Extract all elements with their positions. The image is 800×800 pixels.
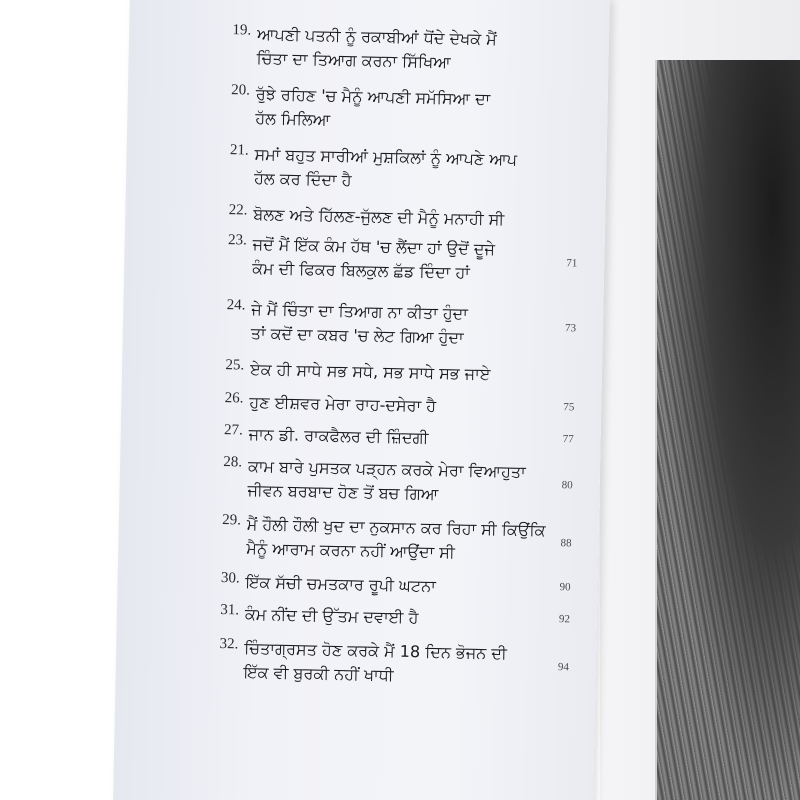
- toc-entry: [124, 295, 604, 348]
- toc-entry-title: [251, 298, 572, 353]
- toc-entry: [122, 388, 602, 416]
- toc-entry: [129, 20, 609, 72]
- toc-entry-number: 28.: [223, 454, 243, 471]
- toc-entry-title: [245, 571, 565, 602]
- toc-entry-title-line: ਚਿੰਤਾ ਦਾ ਤਿਆਗ ਕਰਨਾ ਸਿੱਖਿਆ: [256, 48, 451, 72]
- toc-entry-title-line: ਮੈਂ ਹੌਲੀ ਹੌਲੀ ਖੁਦ ਦਾ ਨੁਕਸਾਨ ਕਰ ਰਿਹਾ ਸੀ ਕਿਉਂਕਿ: [246, 514, 546, 540]
- toc-entry-title: [249, 391, 569, 422]
- toc-entry-number: 26.: [224, 390, 244, 407]
- toc-entry-title-line: ਚਿੰਤਾਗ੍ਰਸਤ ਹੋਣ ਕਰਕੇ ਮੈਂ 18 ਦਿਨ ਭੋਜਨ ਦੀ: [244, 638, 507, 664]
- toc-entry-title-line: ਜੇ ਮੈਂ ਚਿੰਤਾ ਦਾ ਤਿਆਗ ਨਾ ਕੀਤਾ ਹੁੰਦਾ: [251, 299, 469, 324]
- toc-entry: [117, 634, 597, 685]
- toc-entry: [121, 420, 601, 448]
- toc-entry-number: 20.: [231, 82, 251, 99]
- toc-entry-title-line: ਕਾਮ ਬਾਰੇ ਪੁਸਤਕ ਪੜ੍ਹਨ ਕਰਕੇ ਮੇਰਾ ਵਿਆਹੁਤਾ: [247, 456, 526, 482]
- toc-entry: [127, 140, 607, 190]
- table-of-contents-page: [113, 0, 610, 800]
- toc-entry-title: [255, 83, 576, 138]
- toc-entry-number: 21.: [229, 142, 249, 159]
- toc-entry-title-line: ਸਮਾਂ ਬਹੁਤ ਸਾਰੀਆਂ ਮੁਸ਼ਕਿਲਾਂ ਨੂੰ ਆਪਣੇ ਆਪ: [254, 144, 518, 170]
- toc-entry: [126, 200, 606, 229]
- toc-entry: [120, 452, 600, 504]
- toc-entry-page-number: 92: [558, 613, 571, 626]
- toc-entry-page-number: 94: [557, 661, 570, 674]
- toc-entry-title-line: ਜਦੋਂ ਮੈਂ ਇੱਕ ਕੰਮ ਹੱਥ 'ਚ ਲੈਂਦਾ ਹਾਂ ਉਦੋਂ ਦੂਜੇ: [252, 234, 496, 259]
- toc-entry-page-number: 75: [563, 401, 575, 414]
- toc-entry-title: [245, 603, 565, 634]
- toc-entry-title: [252, 233, 573, 288]
- toc-entry-page-number: 80: [561, 479, 573, 492]
- toc-entry-number: 30.: [220, 570, 240, 587]
- toc-entry-title-line: ਕੰਮ ਦੀ ਫਿਕਰ ਬਿਲਕੁਲ ਛੱਡ ਦਿੰਦਾ ਹਾਂ: [252, 258, 470, 283]
- toc-entry-title: [246, 513, 567, 568]
- toc-entry-number: 24.: [226, 297, 246, 314]
- toc-entry-title-line: ਜੀਵਨ ਬਰਬਾਦ ਹੋਣ ਤੋਂ ਬਚ ਗਿਆ: [247, 480, 439, 504]
- toc-entry-title-line: ਏਕ ਹੀ ਸਾਧੇ ਸਭ ਸਧੇ, ਸਭ ਸਾਧੇ ਸਭ ਜਾਏ: [249, 359, 491, 384]
- toc-entry-title-line: ਕੰਮ ਨੀਂਦ ਦੀ ਉੱਤਮ ਦਵਾਈ ਹੈ: [244, 604, 419, 628]
- toc-entry-number: 32.: [219, 636, 239, 653]
- toc-entry-title-line: ਆਪਣੀ ਪਤਨੀ ਨੂੰ ਰਕਾਬੀਆਂ ਧੋਂਦੇ ਦੇਖਕੇ ਮੈਂ: [256, 24, 498, 49]
- toc-entry-title-line: ਤਾਂ ਕਦੋਂ ਦਾ ਕਬਰ 'ਚ ਲੇਟ ਗਿਆ ਹੁੰਦਾ: [250, 323, 464, 348]
- facing-page-photograph: [655, 60, 800, 800]
- toc-entry-number: 19.: [232, 22, 252, 39]
- toc-entry-title-line: ਹੱਲ ਮਿਲਿਆ: [255, 108, 331, 130]
- toc-entry-number: 29.: [222, 512, 242, 529]
- toc-entry-page-number: 77: [562, 433, 574, 446]
- toc-entry-title-line: ਇੱਕ ਸੱਚੀ ਚਮਤਕਾਰ ਰੂਪੀ ਘਟਨਾ: [245, 572, 436, 596]
- toc-entry-title: [248, 423, 568, 454]
- toc-entry-number: 22.: [228, 202, 248, 219]
- toc-entry-number: 23.: [227, 232, 247, 249]
- toc-entry-number: 27.: [223, 422, 243, 439]
- toc-entry: [122, 355, 602, 384]
- toc-entry-title-line: ਇੱਕ ਵੀ ਬੁਰਕੀ ਨਹੀਂ ਖਾਧੀ: [243, 662, 394, 685]
- toc-entry-title-line: ਹੁਣ ਈਸ਼ਵਰ ਮੇਰਾ ਰਾਹ-ਦਸੇਰਾ ਹੈ: [249, 392, 437, 416]
- toc-entry-page-number: 88: [560, 537, 572, 550]
- toc-entry-title-line: ਹੱਲ ਕਰ ਦਿੰਦਾ ਹੈ: [253, 168, 352, 190]
- toc-entry-page-number: 71: [566, 257, 578, 270]
- toc-entry-title-line: ਰੁੱਝੇ ਰਹਿਣ 'ਚ ਮੈਨੂੰ ਆਪਣੀ ਸਮੱਸਿਆ ਦਾ: [255, 84, 491, 109]
- toc-entry-title-line: ਮੈਨੂੰ ਆਰਾਮ ਕਰਨਾ ਨਹੀਂ ਆਉਂਦਾ ਸੀ: [246, 538, 455, 562]
- toc-entry-page-number: 90: [559, 581, 571, 594]
- toc-entry: [117, 600, 597, 628]
- toc-entry-title: [247, 455, 568, 510]
- toc-entry: [118, 568, 598, 596]
- toc-entry-number: 25.: [225, 357, 245, 374]
- toc-entry-number: 31.: [220, 602, 240, 619]
- toc-entry-page-number: 73: [564, 322, 577, 335]
- toc-entry-title-line: ਬੋਲਣ ਅਤੇ ਹਿੱਲਣ-ਜੁੱਲਣ ਦੀ ਮੈਨੂੰ ਮਨਾਹੀ ਸੀ: [253, 204, 505, 229]
- toc-entry-title-line: ਜਾਨ ਡੀ. ਰਾਕਫੈਲਰ ਦੀ ਜ਼ਿੰਦਗੀ: [248, 424, 429, 448]
- toc-entry-title: [254, 143, 575, 198]
- toc-entry: [128, 80, 608, 130]
- toc-entry-title: [243, 637, 564, 692]
- toc-entry-title: [253, 203, 573, 234]
- toc-entry: [119, 510, 599, 562]
- toc-entry-title: [256, 23, 577, 78]
- toc-entry-title: [250, 358, 570, 389]
